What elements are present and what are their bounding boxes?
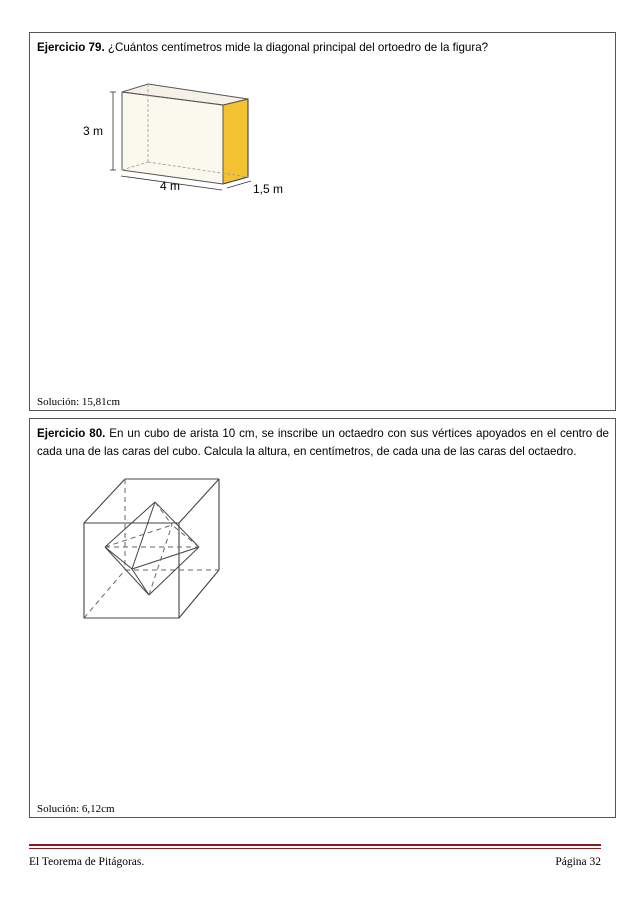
cube-edge <box>179 570 219 618</box>
octahedron-edge <box>105 547 149 595</box>
exercise-79-statement <box>37 39 609 57</box>
octahedron-edge <box>105 547 132 569</box>
exercise-80-solution: Solución: 6,12cm <box>37 803 115 815</box>
octahedron-hidden-edge <box>155 502 172 525</box>
cube-hidden-edge <box>84 570 125 618</box>
cuboid-figure <box>75 77 295 197</box>
height-label: 3 m <box>83 124 104 138</box>
octahedron-hidden-edge <box>172 525 199 547</box>
footer-rule-thin <box>29 848 601 849</box>
exercise-79-solution: Solución: 15,81cm <box>37 396 121 408</box>
cube-edge <box>179 479 219 523</box>
octahedron-edge <box>149 547 199 595</box>
footer-rule <box>29 844 601 846</box>
page-number: Página 32 <box>555 856 601 868</box>
exercise-80-label: Ejercicio 80. <box>37 427 106 440</box>
exercise-79-label: Ejercicio 79. <box>37 41 105 54</box>
octahedron-edge <box>132 547 199 569</box>
width-label: 1,5 m <box>253 182 284 196</box>
length-label: 4 m <box>160 179 181 193</box>
octahedron-hidden-edge <box>105 525 172 547</box>
cube-edge <box>84 479 125 523</box>
exercise-79-box <box>29 32 616 411</box>
octahedron-edge <box>132 569 149 595</box>
exercise-80-statement <box>37 425 609 461</box>
exercise-80-box <box>29 418 616 818</box>
cuboid-right-face <box>223 99 248 184</box>
footer-title: El Teorema de Pitágoras. <box>29 856 145 868</box>
exercise-80-text: En un cubo de arista 10 cm, se inscribe un octaedro con sus vértices apoyados en el centro de cada una de las caras del cubo. Calcula la altura, en centímetros, de cada una de las caras del octaedro. <box>37 427 609 458</box>
cube-octahedron-figure <box>77 477 227 647</box>
exercise-79-text: ¿Cuántos centímetros mide la diagonal principal del ortoedro de la figura? <box>104 41 489 54</box>
cuboid-front-face <box>122 92 223 184</box>
